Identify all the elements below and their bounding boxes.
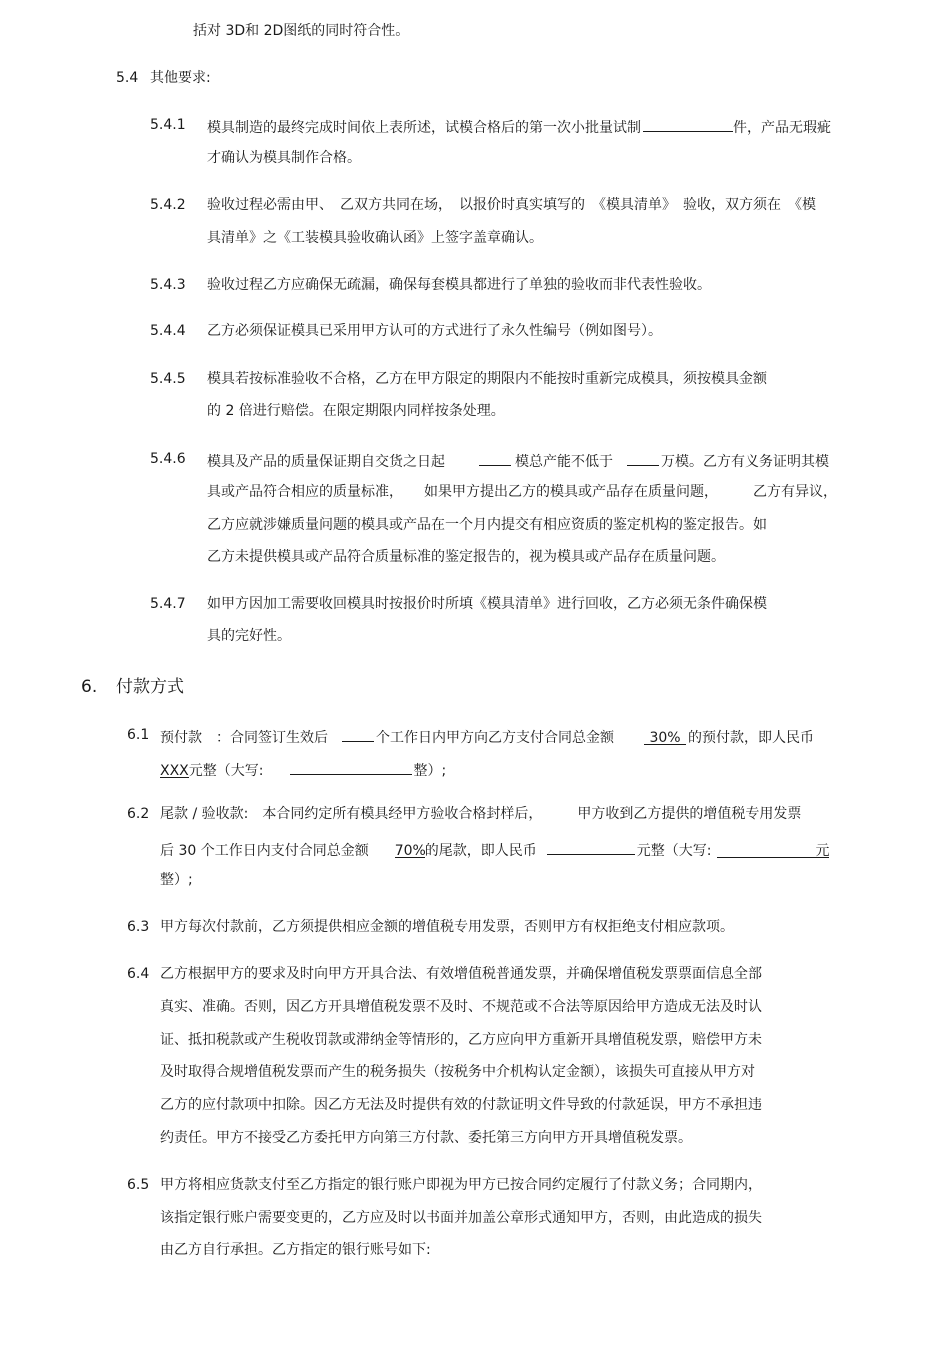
clause-text: 甲方每次付款前，乙方须提供相应金额的增值税专用发票，否则甲方有权拒绝支付相应款项。 <box>160 919 734 935</box>
clause-number: 5.4 <box>116 70 139 86</box>
clause-text: 乙方未提供模具或产品符合质量标准的鉴定报告的，视为模具或产品存在质量问题。 <box>207 549 725 565</box>
clause-number: 5.4.6 <box>150 451 186 467</box>
clause-text: 如甲方因加工需要收回模具时按报价时所填《模具清单》进行回收，乙方必须无条件确保模 <box>207 596 767 612</box>
clause-text: 才确认为模具制作合格。 <box>207 150 361 166</box>
clause-number: 5.4.3 <box>150 277 186 293</box>
clause-text: 乙方应就涉嫌质量问题的模具或产品在一个月内提交有相应资质的鉴定机构的鉴定报告。如 <box>207 517 767 533</box>
clause-text: 由乙方自行承担。乙方指定的银行账号如下: <box>160 1242 431 1258</box>
clause-text: XXX元整（大写: 整）; <box>160 758 446 781</box>
clause-text: 模具制造的最终完成时间依上表所述，试模合格后的第一次小批量试制 件，产品无瑕疵 <box>207 115 831 138</box>
clause-text: 模具若按标准验收不合格，乙方在甲方限定的期限内不能按时重新完成模具，须按模具金额 <box>207 371 767 387</box>
clause-text: 整）; <box>160 872 193 888</box>
clause-text: 预付款 ：合同签订生效后 个工作日内甲方向乙方支付合同总金额 30% 的预付款，即人民币 <box>160 725 814 748</box>
clause-text: 具清单》之《工装模具验收确认函》上签字盖章确认。 <box>207 230 543 246</box>
clause-number: 5.4.5 <box>150 371 186 387</box>
clause-text: 乙方根据甲方的要求及时向甲方开具合法、有效增值税普通发票，并确保增值税发票票面信息全部 <box>160 966 762 982</box>
clause-number: 6.3 <box>127 919 150 935</box>
clause-number: 5.4.4 <box>150 323 186 339</box>
blank-field <box>342 725 374 742</box>
clause-number: 6.2 <box>127 806 150 822</box>
clause-number: 5.4.2 <box>150 197 186 213</box>
clause-number: 6.4 <box>127 966 150 982</box>
clause-title: 其他要求: <box>150 70 211 86</box>
blank-field <box>290 758 412 775</box>
percent-field: 30% <box>644 728 686 745</box>
clause-number: 5.4.7 <box>150 596 186 612</box>
clause-text: 真实、准确。否则，因乙方开具增值税发票不及时、不规范或不合法等原因给甲方造成无法及时认 <box>160 999 762 1015</box>
clause-text: 证、抵扣税款或产生税收罚款或滞纳金等情形的，乙方应向甲方重新开具增值税发票，赔偿甲方未 <box>160 1032 762 1048</box>
blank-field <box>627 449 659 466</box>
clause-text: 验收过程乙方应确保无疏漏，确保每套模具都进行了单独的验收而非代表性验收。 <box>207 277 711 293</box>
clause-text: 乙方的应付款项中扣除。因乙方无法及时提供有效的付款证明文件导致的付款延误，甲方不承担违 <box>160 1097 762 1113</box>
clause-text: 该指定银行账户需要变更的，乙方应及时以书面并加盖公章形式通知甲方，否则，由此造成的损失 <box>160 1210 762 1226</box>
clause-text: 具或产品符合相应的质量标准， 如果甲方提出乙方的模具或产品存在质量问题， 乙方有异议， <box>207 484 837 500</box>
blank-field: 元 <box>717 841 829 858</box>
percent-field: 70% <box>394 843 426 859</box>
clause-text: 的 2 倍进行赔偿。在限定期限内同样按条处理。 <box>207 403 505 419</box>
section-title: 付款方式 <box>116 677 184 697</box>
clause-number: 6.5 <box>127 1177 150 1193</box>
clause-text: 尾款 / 验收款: 本合同约定所有模具经甲方验收合格封样后， 甲方收到乙方提供的增值税专用发票 <box>160 806 802 822</box>
section-number: 6. <box>81 677 98 697</box>
clause-number: 6.1 <box>127 727 150 743</box>
blank-field <box>479 449 511 466</box>
clause-text: 及时取得合规增值税发票而产生的税务损失（按税务中介机构认定金额），该损失可直接从甲方对 <box>160 1064 755 1080</box>
clause-text: 具的完好性。 <box>207 628 291 644</box>
clause-text: 甲方将相应货款支付至乙方指定的银行账户即视为甲方已按合同约定履行了付款义务；合同期内， <box>160 1177 762 1193</box>
blank-field <box>547 838 635 855</box>
clause-text: 后 30 个工作日内支付合同总金额 70%的尾款，即人民币 元整（大写: 元 <box>160 838 829 861</box>
clause-text: 模具及产品的质量保证期自交货之日起 模总产能不低于 万模。乙方有义务证明其模 <box>207 449 829 472</box>
amount-field: XXX <box>160 763 189 779</box>
blank-field <box>709 115 733 132</box>
clause-text: 括对 3D和 2D图纸的同时符合性。 <box>193 23 410 39</box>
clause-number: 5.4.1 <box>150 117 186 133</box>
clause-text: 验收过程必需由甲、 乙双方共同在场， 以报价时真实填写的 《模具清单》 验收，双方须在 《模 <box>207 197 816 213</box>
blank-field <box>643 115 709 132</box>
clause-text: 约责任。甲方不接受乙方委托甲方向第三方付款、委托第三方向甲方开具增值税发票。 <box>160 1130 692 1146</box>
clause-text: 乙方必须保证模具已采用甲方认可的方式进行了永久性编号（例如图号）。 <box>207 323 662 339</box>
